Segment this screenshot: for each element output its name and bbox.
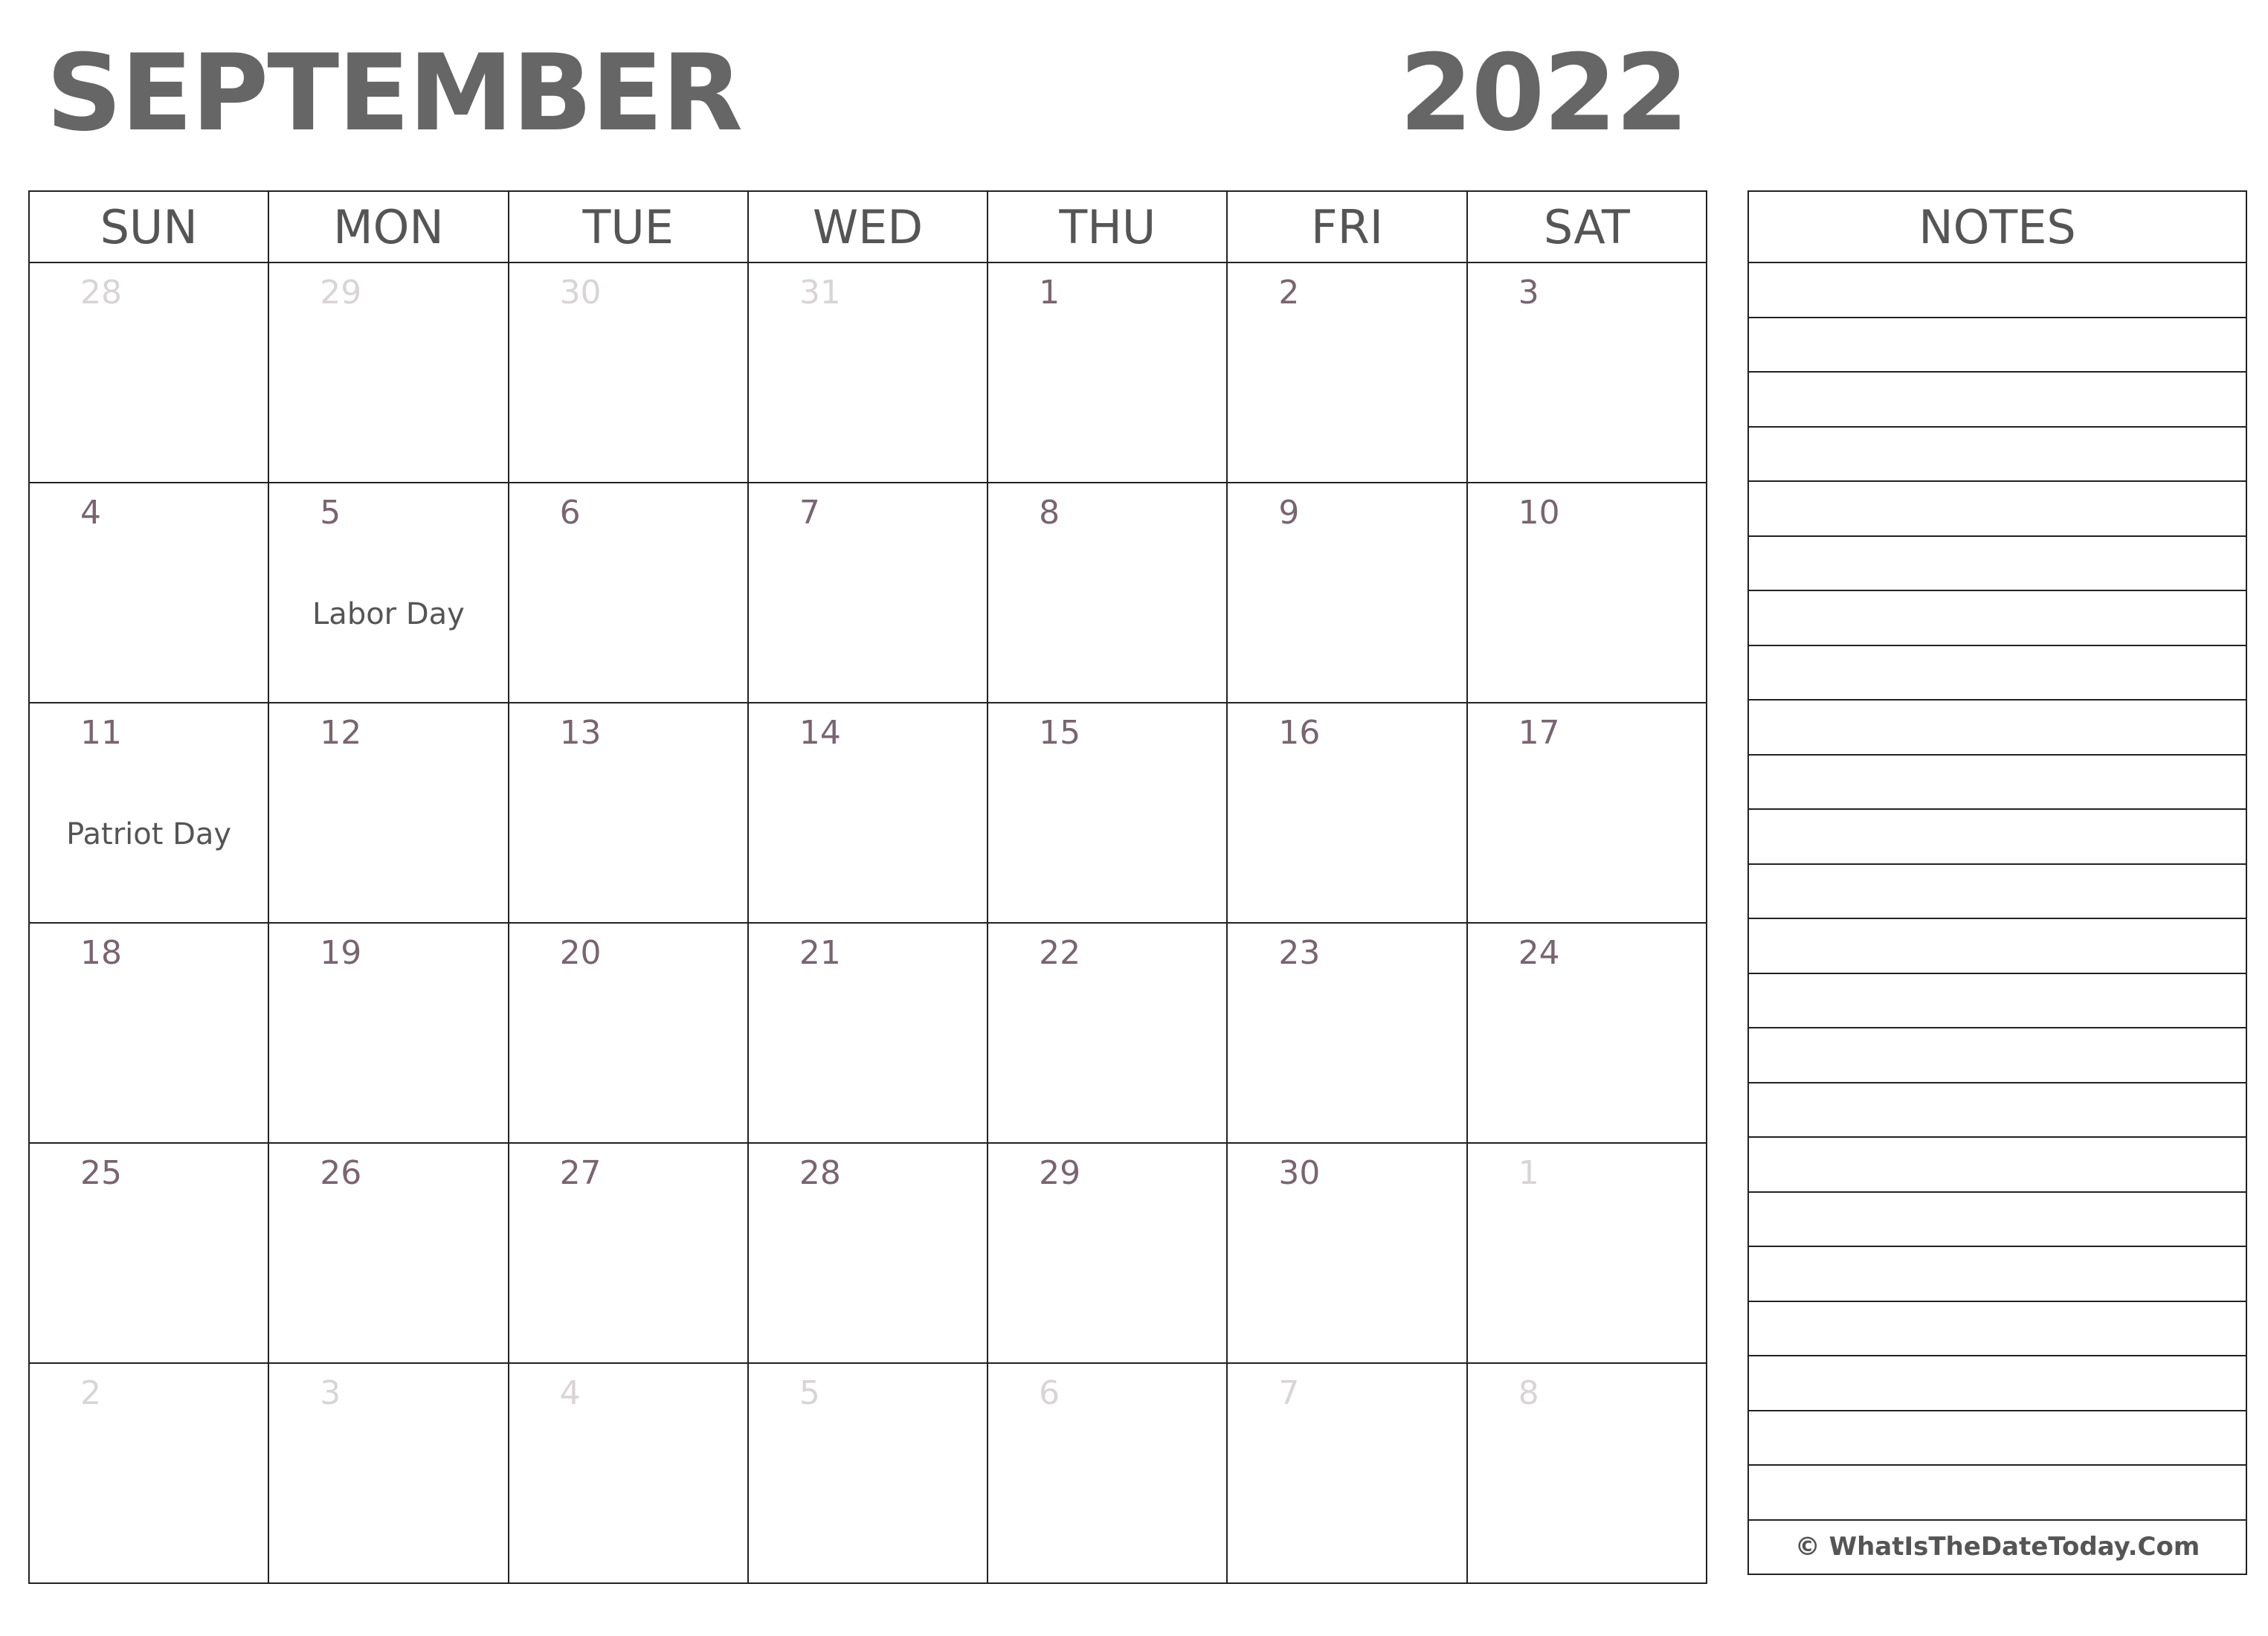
day-cell xyxy=(509,483,748,703)
note-line[interactable] xyxy=(1749,1411,2246,1466)
day-cell xyxy=(268,1363,508,1583)
day-number: 9 xyxy=(1278,494,1300,532)
day-number: 6 xyxy=(559,494,581,532)
month-title: SEPTEMBER xyxy=(46,32,742,155)
weekday-header-wed: WED xyxy=(748,191,988,263)
day-cell xyxy=(268,263,508,483)
day-number: 21 xyxy=(799,934,841,972)
notes-panel xyxy=(1747,190,2247,1575)
day-cell xyxy=(988,1363,1227,1583)
day-cell xyxy=(29,1143,268,1363)
day-number: 4 xyxy=(80,494,101,532)
day-cell xyxy=(29,1363,268,1583)
adjacent-month-day-number: 4 xyxy=(559,1374,581,1412)
day-cell xyxy=(1227,1143,1466,1363)
day-cell xyxy=(1227,1363,1466,1583)
day-number: 2 xyxy=(1278,274,1300,312)
note-line[interactable] xyxy=(1749,919,2246,974)
day-cell xyxy=(268,483,508,703)
copyright-footer: © WhatIsTheDateToday.Com xyxy=(1794,1532,2200,1562)
day-cell xyxy=(268,1143,508,1363)
day-cell xyxy=(748,1363,988,1583)
day-cell xyxy=(1227,703,1466,923)
day-cell xyxy=(29,263,268,483)
note-line[interactable] xyxy=(1749,1083,2246,1139)
day-cell xyxy=(1227,263,1466,483)
week-row xyxy=(29,483,1707,703)
note-line[interactable] xyxy=(1749,1138,2246,1193)
note-line[interactable] xyxy=(1749,1247,2246,1302)
day-cell xyxy=(268,923,508,1143)
week-row xyxy=(29,1143,1707,1363)
day-number: 11 xyxy=(80,714,122,752)
day-number: 14 xyxy=(799,714,841,752)
adjacent-month-day-number: 3 xyxy=(320,1374,341,1412)
day-cell xyxy=(509,703,748,923)
note-line[interactable] xyxy=(1749,373,2246,428)
calendar-grid xyxy=(28,190,1707,1584)
day-cell xyxy=(748,483,988,703)
day-number: 18 xyxy=(80,934,122,972)
day-number: 19 xyxy=(320,934,362,972)
day-number: 25 xyxy=(80,1154,122,1192)
day-cell xyxy=(509,923,748,1143)
day-cell xyxy=(29,703,268,923)
day-cell xyxy=(988,263,1227,483)
day-number: 13 xyxy=(559,714,602,752)
note-line[interactable] xyxy=(1749,263,2246,318)
day-number: 1 xyxy=(1039,274,1060,312)
day-cell xyxy=(1227,923,1466,1143)
day-number: 15 xyxy=(1039,714,1081,752)
adjacent-month-day-number: 1 xyxy=(1518,1154,1539,1192)
day-number: 23 xyxy=(1278,934,1321,972)
note-line[interactable] xyxy=(1749,646,2246,701)
day-cell xyxy=(1467,1143,1707,1363)
weekday-header-sun: SUN xyxy=(29,191,268,263)
weekday-header-thu: THU xyxy=(988,191,1227,263)
day-cell xyxy=(509,1363,748,1583)
note-line[interactable] xyxy=(1749,1302,2246,1357)
note-line[interactable] xyxy=(1749,810,2246,865)
day-cell xyxy=(748,263,988,483)
day-number: 16 xyxy=(1278,714,1321,752)
day-cell xyxy=(1467,1363,1707,1583)
weekday-header-fri: FRI xyxy=(1227,191,1466,263)
day-number: 28 xyxy=(799,1154,841,1192)
day-cell xyxy=(509,263,748,483)
note-line[interactable] xyxy=(1749,865,2246,920)
week-row xyxy=(29,703,1707,923)
day-cell xyxy=(29,483,268,703)
day-number: 22 xyxy=(1039,934,1081,972)
day-number: 12 xyxy=(320,714,362,752)
adjacent-month-day-number: 28 xyxy=(80,274,122,312)
week-row xyxy=(29,923,1707,1143)
note-line[interactable] xyxy=(1749,591,2246,646)
day-number: 10 xyxy=(1518,494,1560,532)
year-title: 2022 xyxy=(1399,32,1687,155)
adjacent-month-day-number: 2 xyxy=(80,1374,101,1412)
note-line[interactable] xyxy=(1749,537,2246,592)
adjacent-month-day-number: 30 xyxy=(559,274,602,312)
day-number: 29 xyxy=(1039,1154,1081,1192)
holiday-label: Labor Day xyxy=(312,597,465,631)
day-cell xyxy=(988,923,1227,1143)
adjacent-month-day-number: 7 xyxy=(1278,1374,1300,1412)
note-line[interactable] xyxy=(1749,974,2246,1029)
adjacent-month-day-number: 6 xyxy=(1039,1374,1060,1412)
calendar-body xyxy=(29,263,1707,1583)
weekday-header-sat: SAT xyxy=(1467,191,1707,263)
day-cell xyxy=(509,1143,748,1363)
note-line[interactable] xyxy=(1749,482,2246,537)
day-cell xyxy=(748,1143,988,1363)
day-cell xyxy=(988,703,1227,923)
note-line[interactable] xyxy=(1749,1028,2246,1083)
note-line[interactable] xyxy=(1749,756,2246,811)
day-cell xyxy=(988,1143,1227,1363)
day-cell xyxy=(1227,483,1466,703)
holiday-label: Patriot Day xyxy=(66,817,232,851)
day-cell xyxy=(988,483,1227,703)
day-number: 24 xyxy=(1518,934,1560,972)
day-number: 20 xyxy=(559,934,602,972)
adjacent-month-day-number: 8 xyxy=(1518,1374,1539,1412)
day-cell xyxy=(748,703,988,923)
note-line[interactable] xyxy=(1749,701,2246,756)
note-line[interactable] xyxy=(1749,428,2246,483)
day-cell xyxy=(1467,483,1707,703)
adjacent-month-day-number: 31 xyxy=(799,274,841,312)
day-cell xyxy=(268,703,508,923)
day-number: 17 xyxy=(1518,714,1560,752)
note-line[interactable] xyxy=(1749,318,2246,373)
week-row xyxy=(29,1363,1707,1583)
day-cell xyxy=(748,923,988,1143)
adjacent-month-day-number: 5 xyxy=(799,1374,820,1412)
day-number: 26 xyxy=(320,1154,362,1192)
day-number: 8 xyxy=(1039,494,1060,532)
day-number: 7 xyxy=(799,494,820,532)
day-cell xyxy=(1467,703,1707,923)
day-number: 27 xyxy=(559,1154,602,1192)
weekday-header-row xyxy=(29,191,1707,263)
adjacent-month-day-number: 29 xyxy=(320,274,362,312)
day-number: 5 xyxy=(320,494,341,532)
week-row xyxy=(29,263,1707,483)
day-number: 3 xyxy=(1518,274,1539,312)
weekday-header-mon: MON xyxy=(268,191,508,263)
weekday-header-tue: TUE xyxy=(509,191,748,263)
note-line[interactable] xyxy=(1749,1466,2246,1521)
notes-title: NOTES xyxy=(1749,192,2246,263)
note-line[interactable] xyxy=(1749,1193,2246,1248)
day-number: 30 xyxy=(1278,1154,1321,1192)
note-line[interactable] xyxy=(1749,1356,2246,1411)
day-cell xyxy=(29,923,268,1143)
day-cell xyxy=(1467,263,1707,483)
day-cell xyxy=(1467,923,1707,1143)
